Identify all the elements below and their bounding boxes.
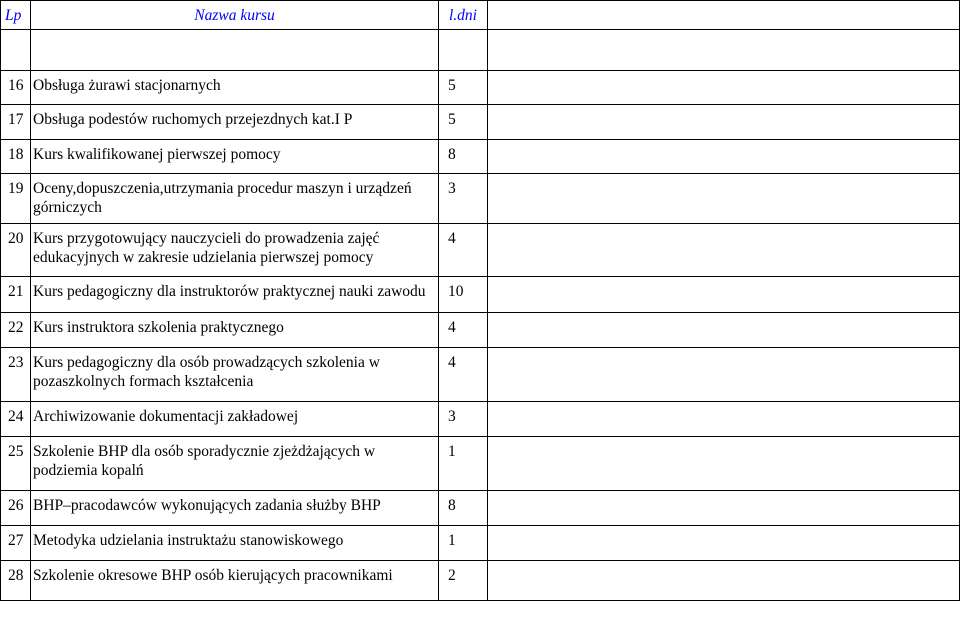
row-days: 5 — [439, 105, 488, 140]
row-days: 5 — [439, 71, 488, 105]
row-lp: 26 — [1, 491, 31, 526]
row-lp: 24 — [1, 402, 31, 437]
table-row — [1, 348, 960, 402]
row-lp: 18 — [1, 140, 31, 174]
row-course-name: Kurs przygotowujący nauczycieli do prowadzenia zajęć edukacyjnych w zakresie udzielania pierwszej pomocy — [31, 224, 439, 277]
row-course-name: Archiwizowanie dokumentacji zakładowej — [31, 402, 439, 437]
row-days: 3 — [439, 402, 488, 437]
row-lp: 20 — [1, 224, 31, 277]
row-days: 4 — [439, 313, 488, 348]
row-days: 4 — [439, 348, 488, 402]
row-empty-cell — [488, 561, 960, 601]
row-empty-cell — [488, 105, 960, 140]
row-days: 8 — [439, 491, 488, 526]
row-empty-cell — [488, 140, 960, 174]
row-days: 2 — [439, 561, 488, 601]
blank-cell — [1, 30, 31, 71]
table-row — [1, 174, 960, 224]
row-course-name: Obsługa żurawi stacjonarnych — [31, 71, 439, 105]
row-empty-cell — [488, 348, 960, 402]
row-lp: 23 — [1, 348, 31, 402]
row-lp: 16 — [1, 71, 31, 105]
row-empty-cell — [488, 526, 960, 561]
header-lp: Lp — [1, 1, 31, 30]
blank-cell — [488, 30, 960, 71]
row-lp: 17 — [1, 105, 31, 140]
row-course-name: Metodyka udzielania instruktażu stanowiskowego — [31, 526, 439, 561]
table-row — [1, 140, 960, 174]
row-course-name: Obsługa podestów ruchomych przejezdnych kat.I P — [31, 105, 439, 140]
table-row — [1, 224, 960, 277]
blank-cell — [439, 30, 488, 71]
row-days: 4 — [439, 224, 488, 277]
row-course-name: Kurs kwalifikowanej pierwszej pomocy — [31, 140, 439, 174]
row-lp: 28 — [1, 561, 31, 601]
table-header-row — [1, 1, 960, 30]
row-empty-cell — [488, 491, 960, 526]
row-lp: 22 — [1, 313, 31, 348]
row-empty-cell — [488, 437, 960, 491]
row-lp: 21 — [1, 277, 31, 313]
table-row — [1, 437, 960, 491]
row-course-name: Kurs pedagogiczny dla instruktorów praktycznej nauki zawodu — [31, 277, 439, 313]
row-course-name: Kurs pedagogiczny dla osób prowadzących szkolenia w pozaszkolnych formach kształcenia — [31, 348, 439, 402]
header-empty-cell — [488, 1, 960, 30]
row-days: 8 — [439, 140, 488, 174]
row-days: 1 — [439, 526, 488, 561]
row-course-name: BHP–pracodawców wykonujących zadania służby BHP — [31, 491, 439, 526]
row-empty-cell — [488, 71, 960, 105]
header-days: l.dni — [439, 1, 488, 30]
row-course-name: Szkolenie BHP dla osób sporadycznie zjeżdżających w podziemia kopalń — [31, 437, 439, 491]
table-row — [1, 71, 960, 105]
row-empty-cell — [488, 402, 960, 437]
row-empty-cell — [488, 174, 960, 224]
row-lp: 19 — [1, 174, 31, 224]
blank-row — [1, 30, 960, 71]
row-lp: 27 — [1, 526, 31, 561]
blank-cell — [31, 30, 439, 71]
table-row — [1, 491, 960, 526]
row-course-name: Kurs instruktora szkolenia praktycznego — [31, 313, 439, 348]
row-empty-cell — [488, 277, 960, 313]
course-rows — [1, 71, 960, 601]
table-row — [1, 526, 960, 561]
table-row — [1, 277, 960, 313]
row-lp: 25 — [1, 437, 31, 491]
row-days: 10 — [439, 277, 488, 313]
row-course-name: Oceny,dopuszczenia,utrzymania procedur maszyn i urządzeń górniczych — [31, 174, 439, 224]
row-days: 3 — [439, 174, 488, 224]
table-row — [1, 313, 960, 348]
row-days: 1 — [439, 437, 488, 491]
table-row — [1, 105, 960, 140]
header-course-name: Nazwa kursu — [31, 1, 439, 30]
row-empty-cell — [488, 224, 960, 277]
table-row — [1, 402, 960, 437]
table-row — [1, 561, 960, 601]
row-course-name: Szkolenie okresowe BHP osób kierujących pracownikami — [31, 561, 439, 601]
row-empty-cell — [488, 313, 960, 348]
